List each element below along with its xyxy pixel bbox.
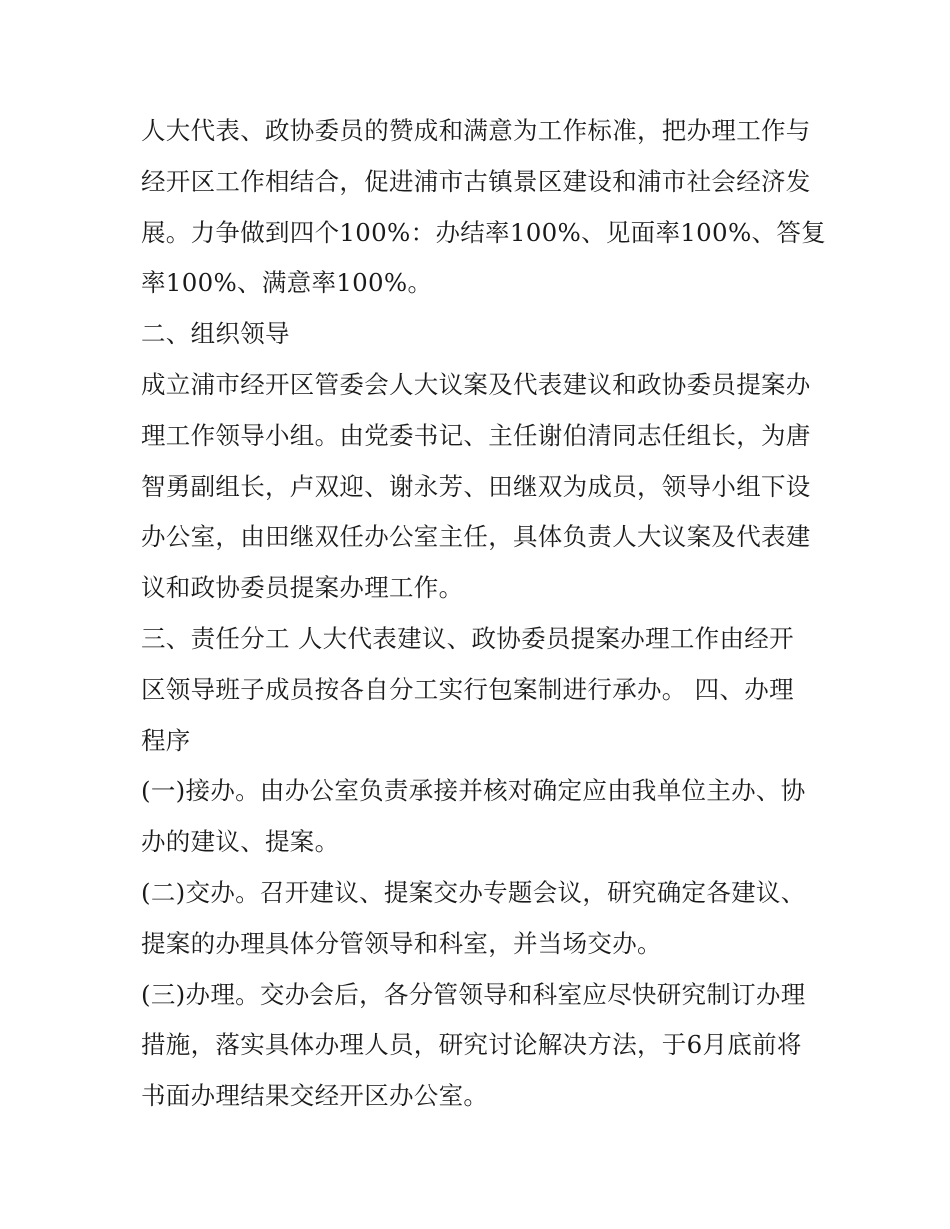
text-line: 理工作领导小组。由党委书记、主任谢伯清同志任组长，为唐 [141, 420, 811, 450]
text-line: 措施，落实具体办理人员，研究讨论解决方法，于6月底前将 [141, 1030, 802, 1060]
paragraph-intro [141, 106, 826, 309]
paragraph-responsibility [141, 614, 813, 766]
text-line: 区领导班子成员按各自分工实行包案制进行承办。 四、办理 [141, 674, 794, 704]
text-line: (二)交办。召开建议、提案交办专题会议，研究确定各建议、 [141, 877, 806, 907]
paragraph-step-receive [141, 766, 813, 868]
text-line: 展。力争做到四个100%：办结率100%、见面率100%、答复 [141, 217, 826, 247]
paragraph-step-handle [141, 970, 813, 1122]
text-line: 议和政协委员提案办理工作。 [141, 573, 464, 603]
text-line: 智勇副组长，卢双迎、谢永芳、田继双为成员，领导小组下设 [141, 471, 811, 501]
text-line: 提案的办理具体分管领导和科室，并当场交办。 [141, 928, 662, 958]
heading-line: 二、组织领导 [141, 319, 290, 349]
text-line: (一)接办。由办公室负责承接并核对确定应由我单位主办、协 [141, 776, 806, 806]
text-line: 人大代表、政协委员的赞成和满意为工作标准，把办理工作与 [141, 116, 811, 145]
text-line: 成立浦市经开区管委会人大议案及代表建议和政协委员提案办 [141, 369, 811, 399]
text-line: (三)办理。交办会后，各分管领导和科室应尽快研究制订办理 [141, 979, 806, 1009]
paragraph-organization [141, 360, 813, 614]
section-heading-organization [141, 309, 813, 360]
text-line: 三、责任分工 人大代表建议、政协委员提案办理工作由经开 [141, 623, 794, 653]
text-line: 程序 [141, 725, 191, 755]
document-body [141, 106, 826, 1122]
text-line: 经开区工作相结合，促进浦市古镇景区建设和浦市社会经济发 [141, 166, 811, 196]
text-line: 书面办理结果交经开区办公室。 [141, 1081, 489, 1111]
text-line: 率100%、满意率100%。 [141, 268, 433, 298]
text-line: 办的建议、提案。 [141, 827, 340, 857]
text-line: 办公室，由田继双任办公室主任，具体负责人大议案及代表建 [141, 522, 811, 552]
paragraph-step-assign [141, 868, 813, 970]
